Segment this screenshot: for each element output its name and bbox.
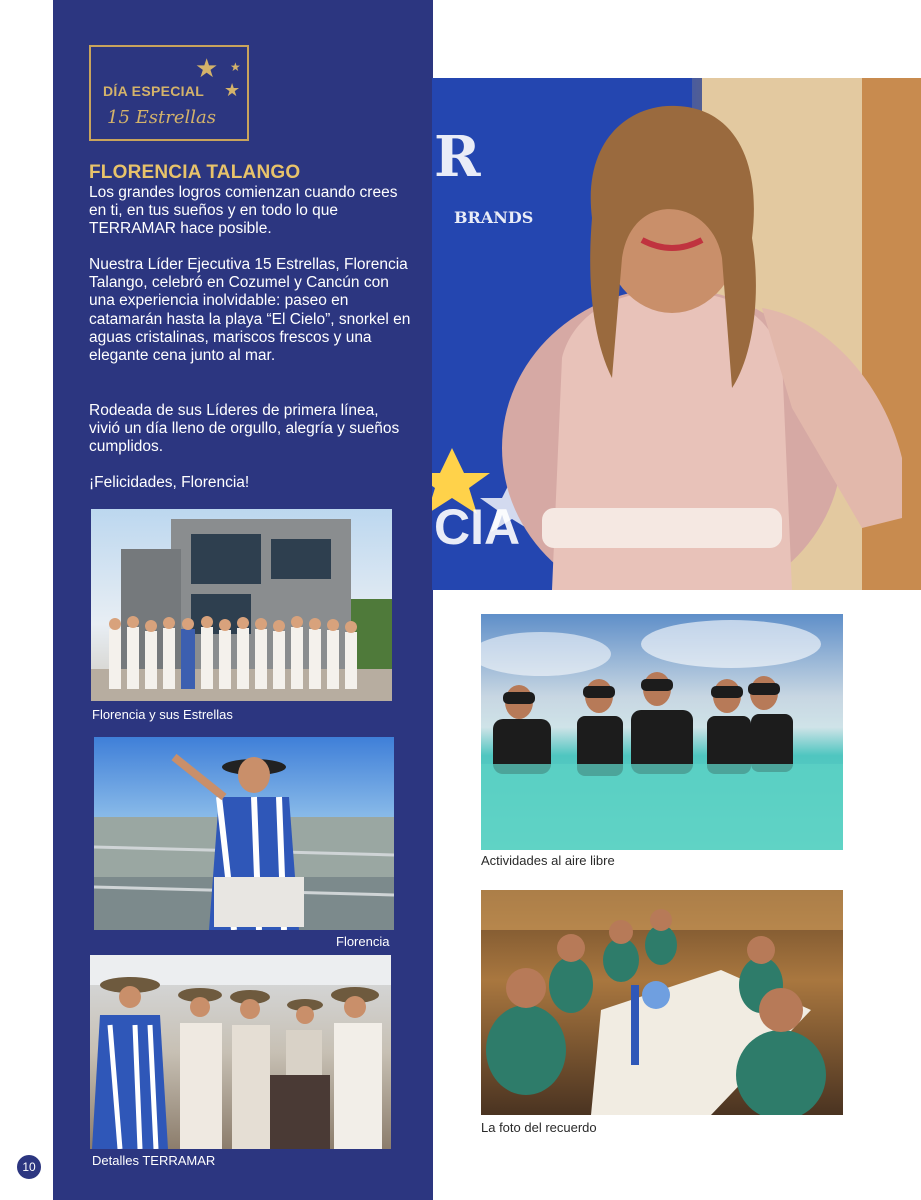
article-body [89,474,419,492]
badge-title: DÍA ESPECIAL [103,83,205,99]
banner-brands-text: BRANDS [454,208,534,227]
star-icon: ★ [224,80,241,100]
banner-letter: R [434,124,481,190]
banner-text: CIA [434,499,521,555]
building-group-photo [91,509,392,701]
star-icon: ★ [195,53,219,83]
article-body [89,402,419,457]
paragraph: Rodeada de sus Líderes de primera línea, vivió un día lleno de orgullo, alegría y sueños cumplidos. [89,402,400,456]
details-group-photo [90,955,391,1149]
paragraph: Nuestra Líder Ejecutiva 15 Estrellas, Florencia Talango, celebró en Cozumel y Cancún con una experiencia inolvidable: paseo en catamarán hasta la playa “El Cielo”, snorkel en aguas cristalinas, mariscos frescos y una elegante cena junto al mar. [89,256,411,365]
caption-florencia: Florencia [336,934,390,949]
dinner-group-photo [481,890,843,1115]
hero-portrait-photo [432,78,921,590]
building-illustration [91,509,392,701]
page-number: 10 [16,1154,42,1180]
article-body [89,256,419,365]
article-name: FLORENCIA TALANGO [89,162,301,183]
caption-outdoor: Actividades al aire libre [481,853,615,868]
caption-building: Florencia y sus Estrellas [92,707,233,722]
paragraph: ¡Felicidades, Florencia! [89,474,250,491]
snorkel-group-photo [481,614,843,850]
paragraph: Los grandes logros comienzan cuando crees en ti, en tus sueños y en todo lo que TERRAMAR hace posible. [89,184,398,238]
balcony-illustration [94,737,394,930]
group-illustration [90,955,391,1149]
star-icon: ★ [230,60,241,74]
dinner-illustration [481,890,843,1115]
florencia-balcony-photo [94,737,394,930]
snorkel-illustration [481,614,843,850]
dia-especial-badge [89,45,249,141]
badge-subtitle: 15 Estrellas [107,107,216,128]
caption-details: Detalles TERRAMAR [92,1153,216,1168]
article-body [89,184,419,239]
caption-dinner: La foto del recuerdo [481,1120,597,1135]
